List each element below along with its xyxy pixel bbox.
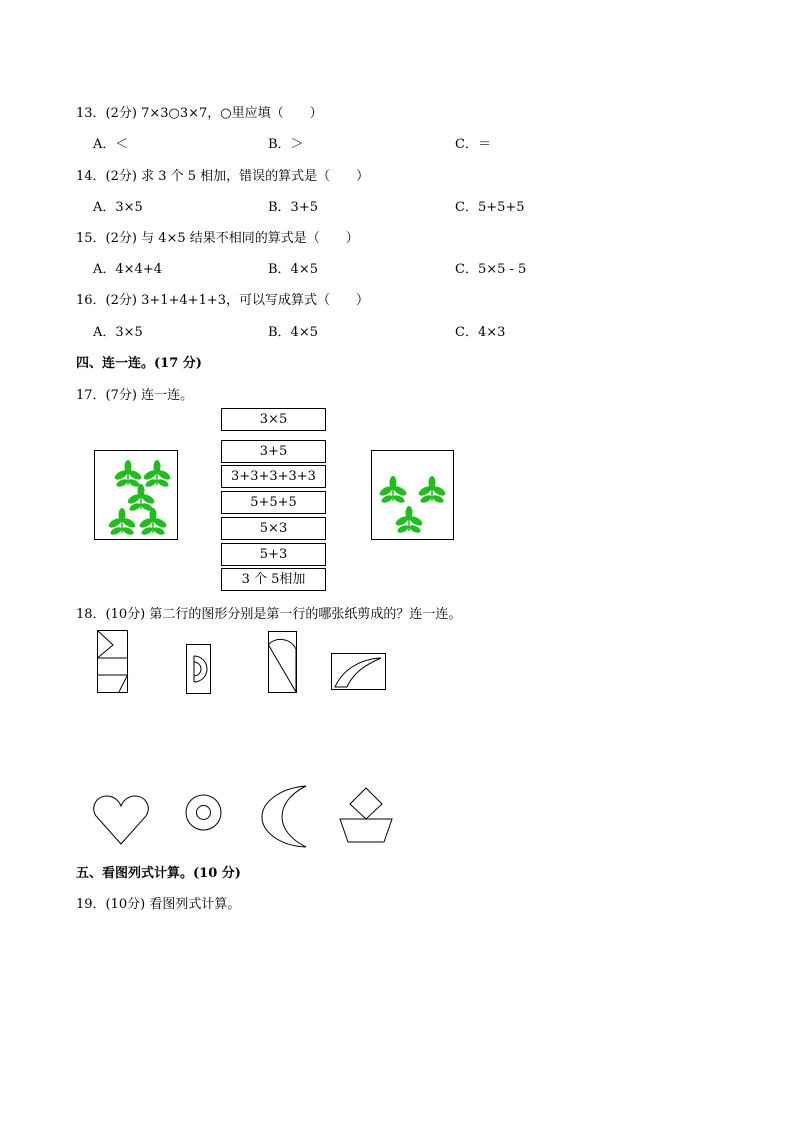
folded-paper-3 <box>268 631 298 694</box>
q16-option-b: B．4×5 <box>268 325 318 340</box>
q17-stem: 17．(7分) 连一连。 <box>76 388 194 403</box>
plant-icon <box>378 476 408 504</box>
q13-option-b: B．＞ <box>268 137 304 152</box>
q17-box-4: 5+5+5 <box>221 491 326 514</box>
q17-box-2: 3+5 <box>221 440 326 463</box>
folded-paper-2 <box>186 644 212 695</box>
plant-icon <box>417 476 447 504</box>
q13-option-c: C．＝ <box>455 137 491 152</box>
q15-option-a: A．4×4+4 <box>93 262 162 277</box>
q18-stem: 18．(10分) 第二行的图形分别是第一行的哪张纸剪成的？连一连。 <box>76 607 462 622</box>
q17-box-1: 3×5 <box>221 408 326 431</box>
q15-option-c: C．5×5 - 5 <box>455 262 527 277</box>
plant-icon <box>138 508 168 536</box>
q15-option-b: B．4×5 <box>268 262 318 277</box>
q17-box-3: 3+3+3+3+3 <box>221 465 326 488</box>
plant-icon <box>142 460 172 488</box>
q17-box-7: 3 个 5相加 <box>221 568 326 591</box>
heart-shape <box>93 794 149 846</box>
q14-option-a: A．3×5 <box>93 200 143 215</box>
q17-box-6: 5+3 <box>221 543 326 566</box>
q16-option-c: C．4×3 <box>455 325 506 340</box>
q17-box-5: 5×3 <box>221 517 326 540</box>
diamond-boat-shape <box>338 786 394 844</box>
q13-option-a: A．＜ <box>93 137 129 152</box>
q15-stem: 15．(2分) 与 4×5 结果不相同的算式是（ ） <box>76 231 359 246</box>
q14-stem: 14．(2分) 求 3 个 5 相加，错误的算式是（ ） <box>76 169 370 184</box>
crescent-shape <box>260 784 310 849</box>
q14-option-c: C．5+5+5 <box>455 200 525 215</box>
plant-icon <box>126 484 156 512</box>
plant-group-right <box>372 451 453 539</box>
q17-plant-picture-right <box>371 450 454 540</box>
ring-shape <box>185 794 223 832</box>
plant-icon <box>107 508 137 536</box>
q14-option-b: B．3+5 <box>268 200 318 215</box>
q17-plant-picture-left <box>94 450 178 540</box>
plant-icon <box>113 460 143 488</box>
q19-stem: 19．(10分) 看图列式计算。 <box>76 897 241 912</box>
section-5-title: 五、看图列式计算。(10 分) <box>76 866 241 881</box>
q16-stem: 16．(2分) 3+1+4+1+3，可以写成算式（ ） <box>76 293 370 308</box>
section-4-title: 四、连一连。(17 分) <box>76 356 202 371</box>
folded-paper-1 <box>97 630 129 694</box>
plant-group-left <box>95 451 177 539</box>
plant-icon <box>394 506 424 534</box>
q13-stem: 13．(2分) 7×3○3×7，○里应填（ ） <box>76 106 323 121</box>
q16-option-a: A．3×5 <box>93 325 143 340</box>
folded-paper-4 <box>331 653 387 691</box>
